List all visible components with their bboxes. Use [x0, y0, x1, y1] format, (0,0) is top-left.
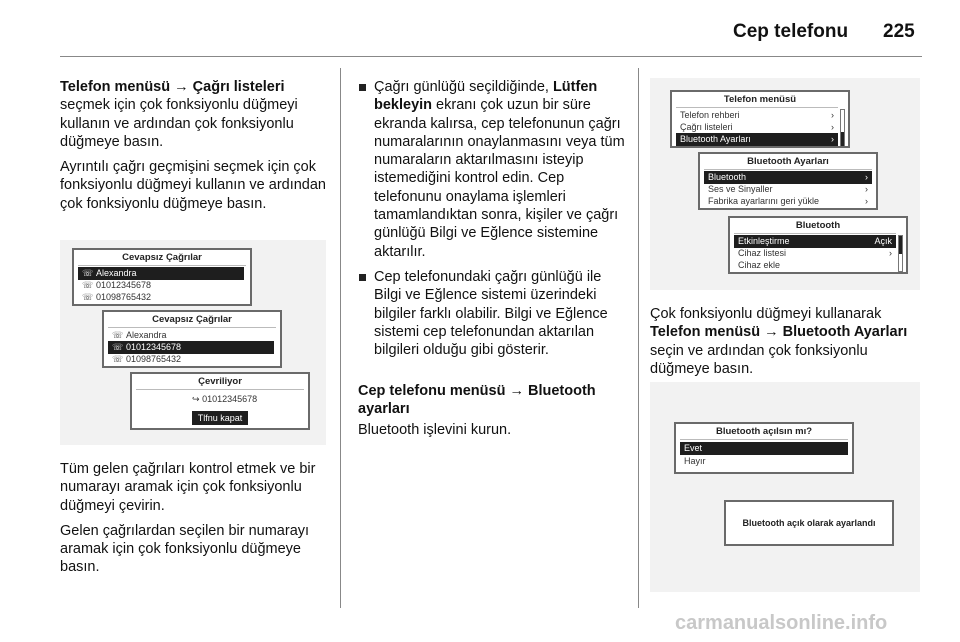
option-yes[interactable]	[680, 442, 848, 455]
hang-up-button[interactable]: Tlfnu kapat	[192, 411, 248, 425]
scrollbar[interactable]	[840, 109, 845, 146]
paragraph-incoming-calls: Tüm gelen çağrıları kontrol etmek ve bir numarayı aramak için çok fonksiyonlu düğmeyi çevirin.	[60, 461, 316, 514]
scrollbar[interactable]	[898, 235, 903, 272]
bullet-call-log-difference	[358, 268, 626, 359]
list-item-label: Telefon rehberi	[680, 110, 740, 120]
divider	[136, 389, 304, 390]
dialing-number-row	[192, 394, 257, 405]
chevron-right-icon: ›	[831, 110, 834, 120]
left-column-top	[60, 78, 326, 220]
heading-part: Cep telefonu menüsü	[358, 383, 506, 399]
column-divider-1	[340, 68, 341, 608]
chevron-right-icon: ›	[865, 196, 868, 206]
dialing-panel	[130, 372, 310, 430]
paragraph-open-bluetooth	[650, 305, 920, 378]
bullet-marker	[359, 84, 366, 91]
list-item-label: Cihaz ekle	[738, 260, 781, 270]
divider	[108, 327, 276, 328]
menu-path-bluetooth: Bluetooth Ayarları	[782, 324, 908, 341]
left-column-bottom	[60, 460, 326, 584]
arrow: →	[760, 324, 783, 341]
divider	[704, 169, 872, 170]
bluetooth-confirm-panel	[674, 422, 854, 474]
panel-title: Bluetooth Ayarları	[747, 156, 829, 167]
phone-icon: ☏	[82, 268, 94, 278]
paragraph-dial-selected: Gelen çağrılardan seçilen bir numarayı aramak için çok fonksiyonlu düğmeye basın.	[60, 522, 310, 576]
section-heading	[358, 382, 626, 419]
bullet-marker	[359, 274, 366, 281]
list-item	[78, 291, 244, 304]
panel-title: Telefon menüsü	[723, 94, 797, 105]
paragraph-text: Çok fonksiyonlu düğmeyi kullanarak	[650, 306, 882, 322]
paragraph-text: seçmek için çok fonksiyonlu düğmeyi kullanın ve ardından çok fonksiyonlu düğmeye basın.	[60, 97, 298, 150]
header-divider	[60, 56, 922, 57]
bullet-please-wait	[358, 78, 626, 261]
bluetooth-on-message-panel	[724, 500, 894, 546]
divider	[78, 265, 246, 266]
phone-icon: ☏	[112, 342, 124, 352]
bullet-bold: Lütfen bekleyin	[374, 79, 598, 114]
list-item-label: Etkinleştirme	[738, 236, 790, 246]
option-label: Evet	[684, 443, 703, 453]
option-label: Hayır	[684, 456, 706, 466]
figure-missed-calls	[60, 240, 326, 445]
list-item-label: 01012345678	[126, 342, 182, 352]
middle-column-bullets	[358, 78, 626, 366]
chevron-right-icon: ›	[865, 172, 868, 182]
paragraph-call-lists	[60, 78, 326, 151]
menu-path-telefon: Telefon menüsü	[650, 324, 761, 341]
list-item-label: Alexandra	[126, 330, 167, 340]
menu-path-cagri: Çağrı listeleri	[192, 79, 285, 95]
divider	[680, 439, 848, 440]
outgoing-call-icon: ↪	[192, 394, 200, 404]
scrollbar-thumb[interactable]	[899, 236, 902, 254]
phone-icon: ☏	[112, 354, 124, 364]
list-item-label: Cihaz listesi	[738, 248, 787, 258]
panel-title: Cevapsız Çağrılar	[152, 314, 232, 325]
watermark: carmanualsonline.info	[675, 612, 888, 634]
chevron-right-icon: ›	[865, 184, 868, 194]
bluetooth-panel	[728, 216, 908, 274]
panel-title: Çevriliyor	[198, 376, 242, 387]
missed-calls-panel-1	[72, 248, 252, 306]
menu-path-telefon: Telefon menüsü	[60, 79, 171, 95]
column-divider-2	[638, 68, 639, 608]
chevron-right-icon: ›	[831, 134, 834, 144]
bluetooth-settings-panel	[698, 152, 878, 210]
section-text: Bluetooth işlevini kurun.	[358, 421, 512, 438]
list-item-label: Bluetooth	[708, 172, 747, 182]
list-item-label: Çağrı listeleri	[680, 122, 733, 132]
figure-bluetooth-menu	[650, 78, 920, 290]
figure-bluetooth-confirm	[650, 382, 920, 592]
list-item-label: Alexandra	[96, 268, 137, 278]
list-item-label: Bluetooth Ayarları	[680, 134, 751, 144]
confirmation-message: Bluetooth açık olarak ayarlandı	[742, 518, 876, 528]
divider	[676, 107, 838, 108]
list-item-label: Fabrika ayarlarını geri yükle	[708, 196, 820, 206]
setting-value: Açık	[874, 236, 892, 246]
dialing-number: 01012345678	[202, 394, 258, 404]
list-item	[734, 259, 896, 272]
panel-title: Bluetooth	[795, 220, 841, 231]
arrow: →	[170, 79, 193, 95]
paragraph-text: seçin ve ardından çok fonksiyonlu düğmeye basın.	[650, 342, 868, 377]
list-item-label: 01012345678	[96, 280, 152, 290]
option-no[interactable]	[680, 455, 848, 468]
bullet-text: ekranı çok uzun bir süre ekranda kalırsa, cep telefonunun çağrı numaralarının onaylanmasını veya tüm numaraların aktarılmasını isteyip istemediğini kontrol edin. Cep telefonunu onaylama işlemleri tamamlandıktan sonra, kişiler ve çağrı günlüğü Bilgi ve Eğlence sistemine aktarılır.	[374, 97, 625, 260]
panel-title: Bluetooth açılsın mı?	[715, 426, 813, 437]
phone-icon: ☏	[112, 330, 124, 340]
page-header-title: Cep telefonu	[733, 21, 849, 42]
list-item-label: 01098765432	[126, 354, 182, 364]
chevron-right-icon: ›	[889, 248, 892, 258]
list-item	[108, 353, 274, 366]
arrow: →	[505, 383, 528, 399]
list-item	[676, 133, 838, 146]
divider	[734, 233, 896, 234]
phone-icon: ☏	[82, 280, 94, 290]
phone-menu-panel	[670, 90, 850, 148]
page-number: 225	[883, 21, 915, 42]
bullet-text: Cep telefonundaki çağrı günlüğü ile Bilgi ve Eğlence sistemi üzerindeki bilgiler farklı olabilir. Bilgi ve Eğlence sistemi cep telefonundan aktarılan bilgileri olduğu gibi gösterir.	[374, 268, 608, 359]
list-item-label: 01098765432	[96, 292, 152, 302]
section-bluetooth-settings	[358, 382, 626, 439]
heading-part: Bluetooth ayarları	[358, 383, 596, 418]
missed-calls-panel-2	[102, 310, 282, 368]
paragraph-detail-history: Ayrıntılı çağrı geçmişini seçmek için çok fonksiyonlu düğmeyi kullanın ve ardından çok fonksiyonlu düğmeye basın.	[60, 159, 326, 212]
list-item	[704, 195, 872, 208]
panel-title: Cevapsız Çağrılar	[122, 252, 202, 263]
scrollbar-thumb[interactable]	[841, 132, 844, 146]
chevron-right-icon: ›	[831, 122, 834, 132]
bullet-text: Çağrı günlüğü seçildiğinde,	[374, 79, 553, 95]
phone-icon: ☏	[82, 292, 94, 302]
list-item-label: Ses ve Sinyaller	[708, 184, 773, 194]
